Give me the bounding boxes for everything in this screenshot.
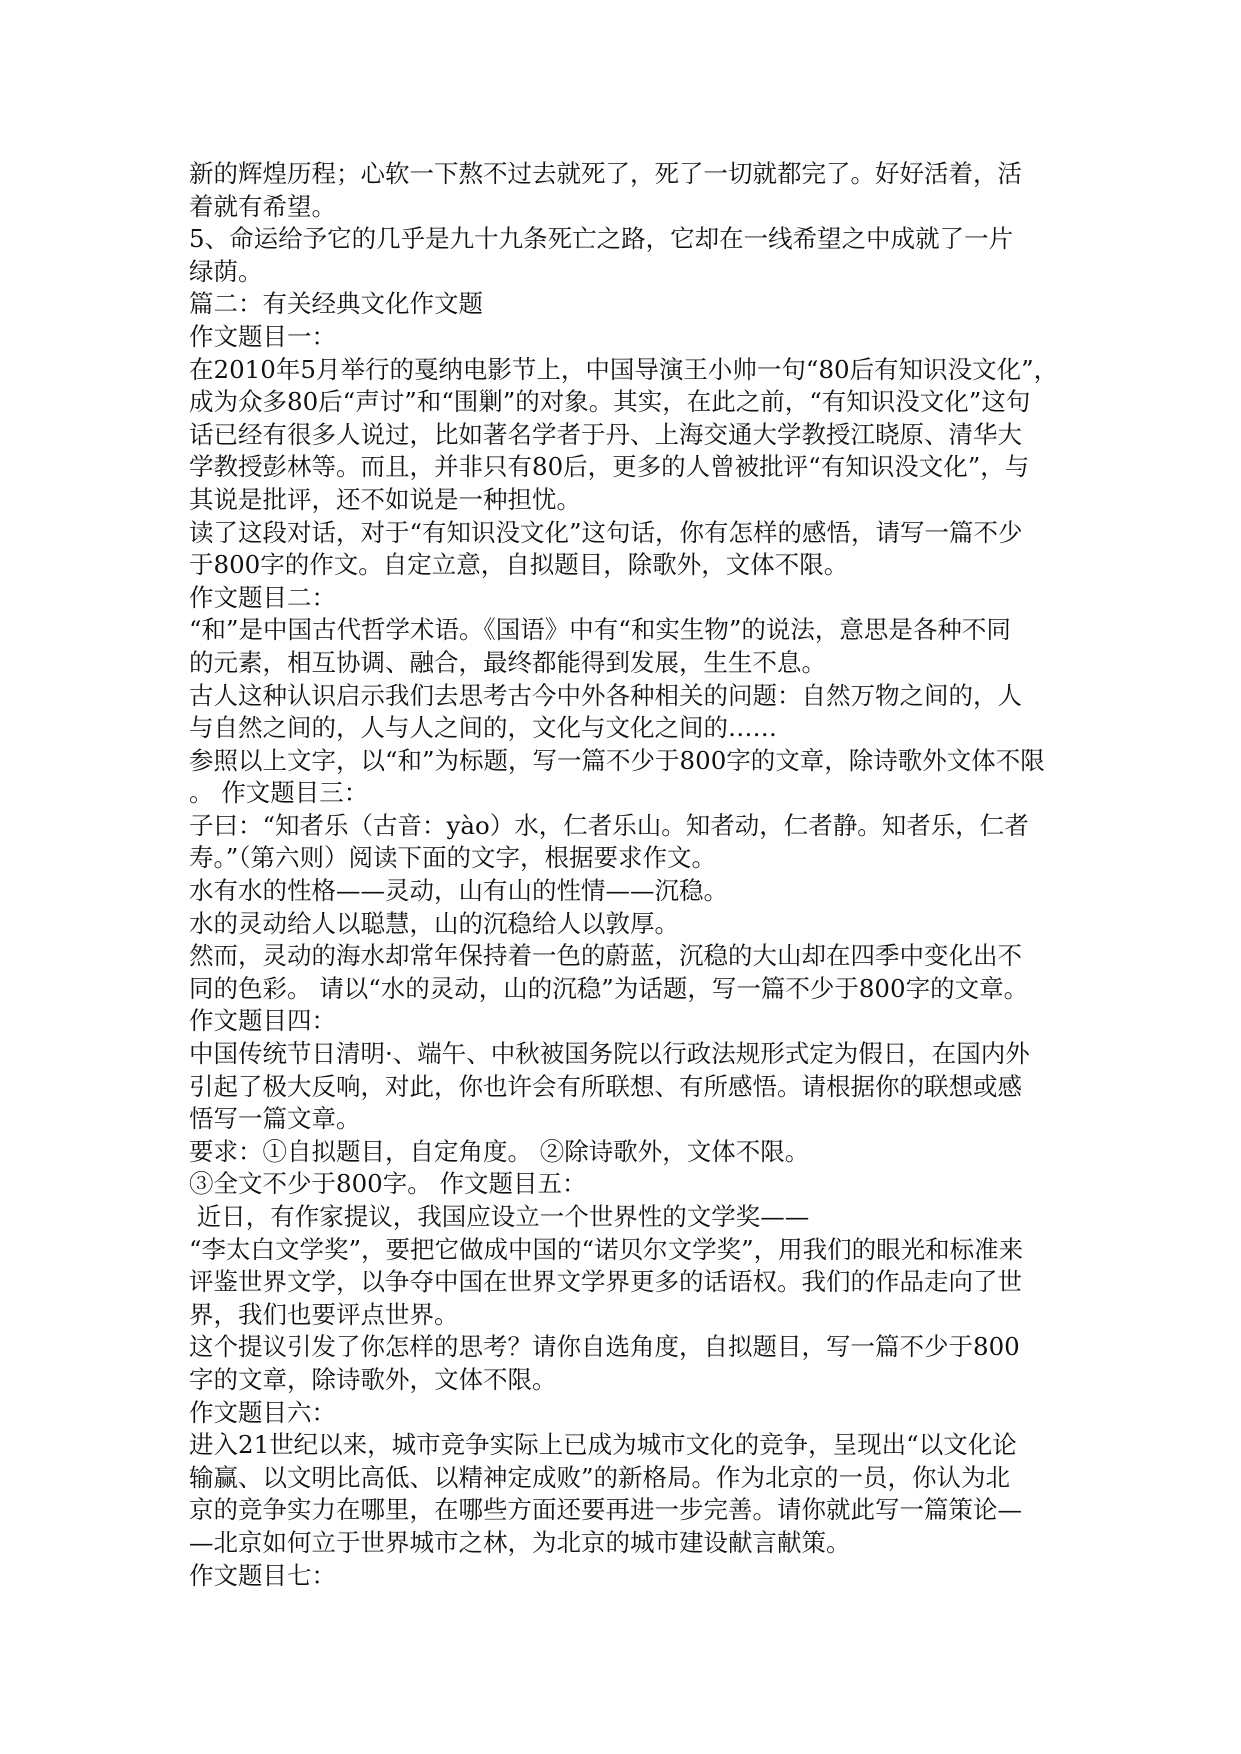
text-line: 的元素，相互协调、融合，最终都能得到发展，生生不息。 <box>189 647 826 677</box>
text-line: 古人这种认识启示我们去思考古今中外各种相关的问题：自然万物之间的，人 <box>189 680 1022 710</box>
text-line: 水的灵动给人以聪慧，山的沉稳给人以敦厚。 <box>189 908 679 938</box>
text-line: 这个提议引发了你怎样的思考？请你自选角度，自拟题目，写一篇不少于800 <box>189 1332 1020 1362</box>
text-line: 在2010年5月举行的戛纳电影节上，中国导演王小帅一句“80后有知识没文化”， <box>189 354 1059 384</box>
text-line: 作文题目二： <box>189 582 336 612</box>
document-page <box>189 158 1069 1592</box>
text-line: 着就有希望。 <box>189 191 336 221</box>
text-line: 学教授彭林等。而且，并非只有80后，更多的人曾被批评“有知识没文化”，与 <box>189 452 1030 482</box>
text-line: 同的色彩。 请以“水的灵动，山的沉稳”为话题，写一篇不少于800字的文章。 <box>189 973 1029 1003</box>
text-line: 作文题目七： <box>189 1560 336 1590</box>
text-line: 。 作文题目三： <box>189 778 369 808</box>
text-line: 绿荫。 <box>189 256 263 286</box>
text-line: 作文题目一： <box>189 321 336 351</box>
text-line: 寿。”（第六则）阅读下面的文字，根据要求作文。 <box>189 843 717 873</box>
text-line: 新的辉煌历程；心软一下熬不过去就死了，死了一切就都完了。好好活着，活 <box>189 159 1022 188</box>
text-line: 其说是批评，还不如说是一种担忧。 <box>189 484 581 514</box>
text-line: 悟写一篇文章。 <box>189 1104 361 1134</box>
text-line: 作文题目六： <box>189 1397 336 1427</box>
text-line: 引起了极大反响，对此，你也许会有所联想、有所感悟。请根据你的联想或感 <box>189 1071 1022 1101</box>
text-line: 篇二：有关经典文化作文题 <box>189 289 483 319</box>
text-line: 然而，灵动的海水却常年保持着一色的蔚蓝，沉稳的大山却在四季中变化出不 <box>189 941 1022 971</box>
text-line: 读了这段对话，对于“有知识没文化”这句话，你有怎样的感悟，请写一篇不少 <box>189 517 1023 547</box>
text-line: 京的竞争实力在哪里，在哪些方面还要再进一步完善。请你就此写一篇策论— <box>189 1495 1022 1525</box>
text-line: 参照以上文字，以“和”为标题，写一篇不少于800字的文章，除诗歌外文体不限 <box>189 745 1045 775</box>
text-line: 于800字的作文。自定立意，自拟题目，除歌外，文体不限。 <box>189 550 849 580</box>
text-line: 成为众多80后“声讨”和“围剿”的对象。其实，在此之前，“有知识没文化”这句 <box>189 387 1031 417</box>
text-line: ③全文不少于800字。 作文题目五： <box>189 1169 587 1199</box>
text-line: 要求：①自拟题目，自定角度。 ②除诗歌外，文体不限。 <box>189 1136 810 1166</box>
text-line: 评鉴世界文学，以争夺中国在世界文学界更多的话语权。我们的作品走向了世 <box>189 1267 1022 1297</box>
text-line: “和”是中国古代哲学术语。《国语》中有“和实生物”的说法，意思是各种不同 <box>189 615 1011 645</box>
text-line: 字的文章，除诗歌外，文体不限。 <box>189 1364 557 1394</box>
text-line: 进入21世纪以来，城市竞争实际上已成为城市文化的竞争，呈现出“以文化论 <box>189 1430 1017 1460</box>
text-line: 作文题目四： <box>189 1006 336 1036</box>
text-line: 水有水的性格——灵动，山有山的性情——沉稳。 <box>189 876 728 906</box>
text-line: 近日，有作家提议，我国应设立一个世界性的文学奖—— <box>189 1202 810 1231</box>
text-line: 界，我们也要评点世界。 <box>189 1299 459 1329</box>
text-line: 子曰：“知者乐（古音：yào）水，仁者乐山。知者动，仁者静。知者乐，仁者 <box>189 810 1029 840</box>
text-line: —北京如何立于世界城市之林，为北京的城市建设献言献策。 <box>189 1527 851 1557</box>
text-line: 话已经有很多人说过，比如著名学者于丹、上海交通大学教授江晓原、清华大 <box>189 419 1022 449</box>
text-line: 输赢、以文明比高低、以精神定成败”的新格局。作为北京的一员，你认为北 <box>189 1462 1011 1492</box>
text-line: 与自然之间的，人与人之间的，文化与文化之间的…… <box>189 713 777 743</box>
text-line: “李太白文学奖”，要把它做成中国的“诺贝尔文学奖”，用我们的眼光和标准来 <box>189 1234 1024 1264</box>
text-line: 5、命运给予它的几乎是九十九条死亡之路，它却在一线希望之中成就了一片 <box>189 224 1014 254</box>
text-line: 中国传统节日清明·、端午、中秋被国务院以行政法规形式定为假日，在国内外 <box>189 1039 1030 1069</box>
